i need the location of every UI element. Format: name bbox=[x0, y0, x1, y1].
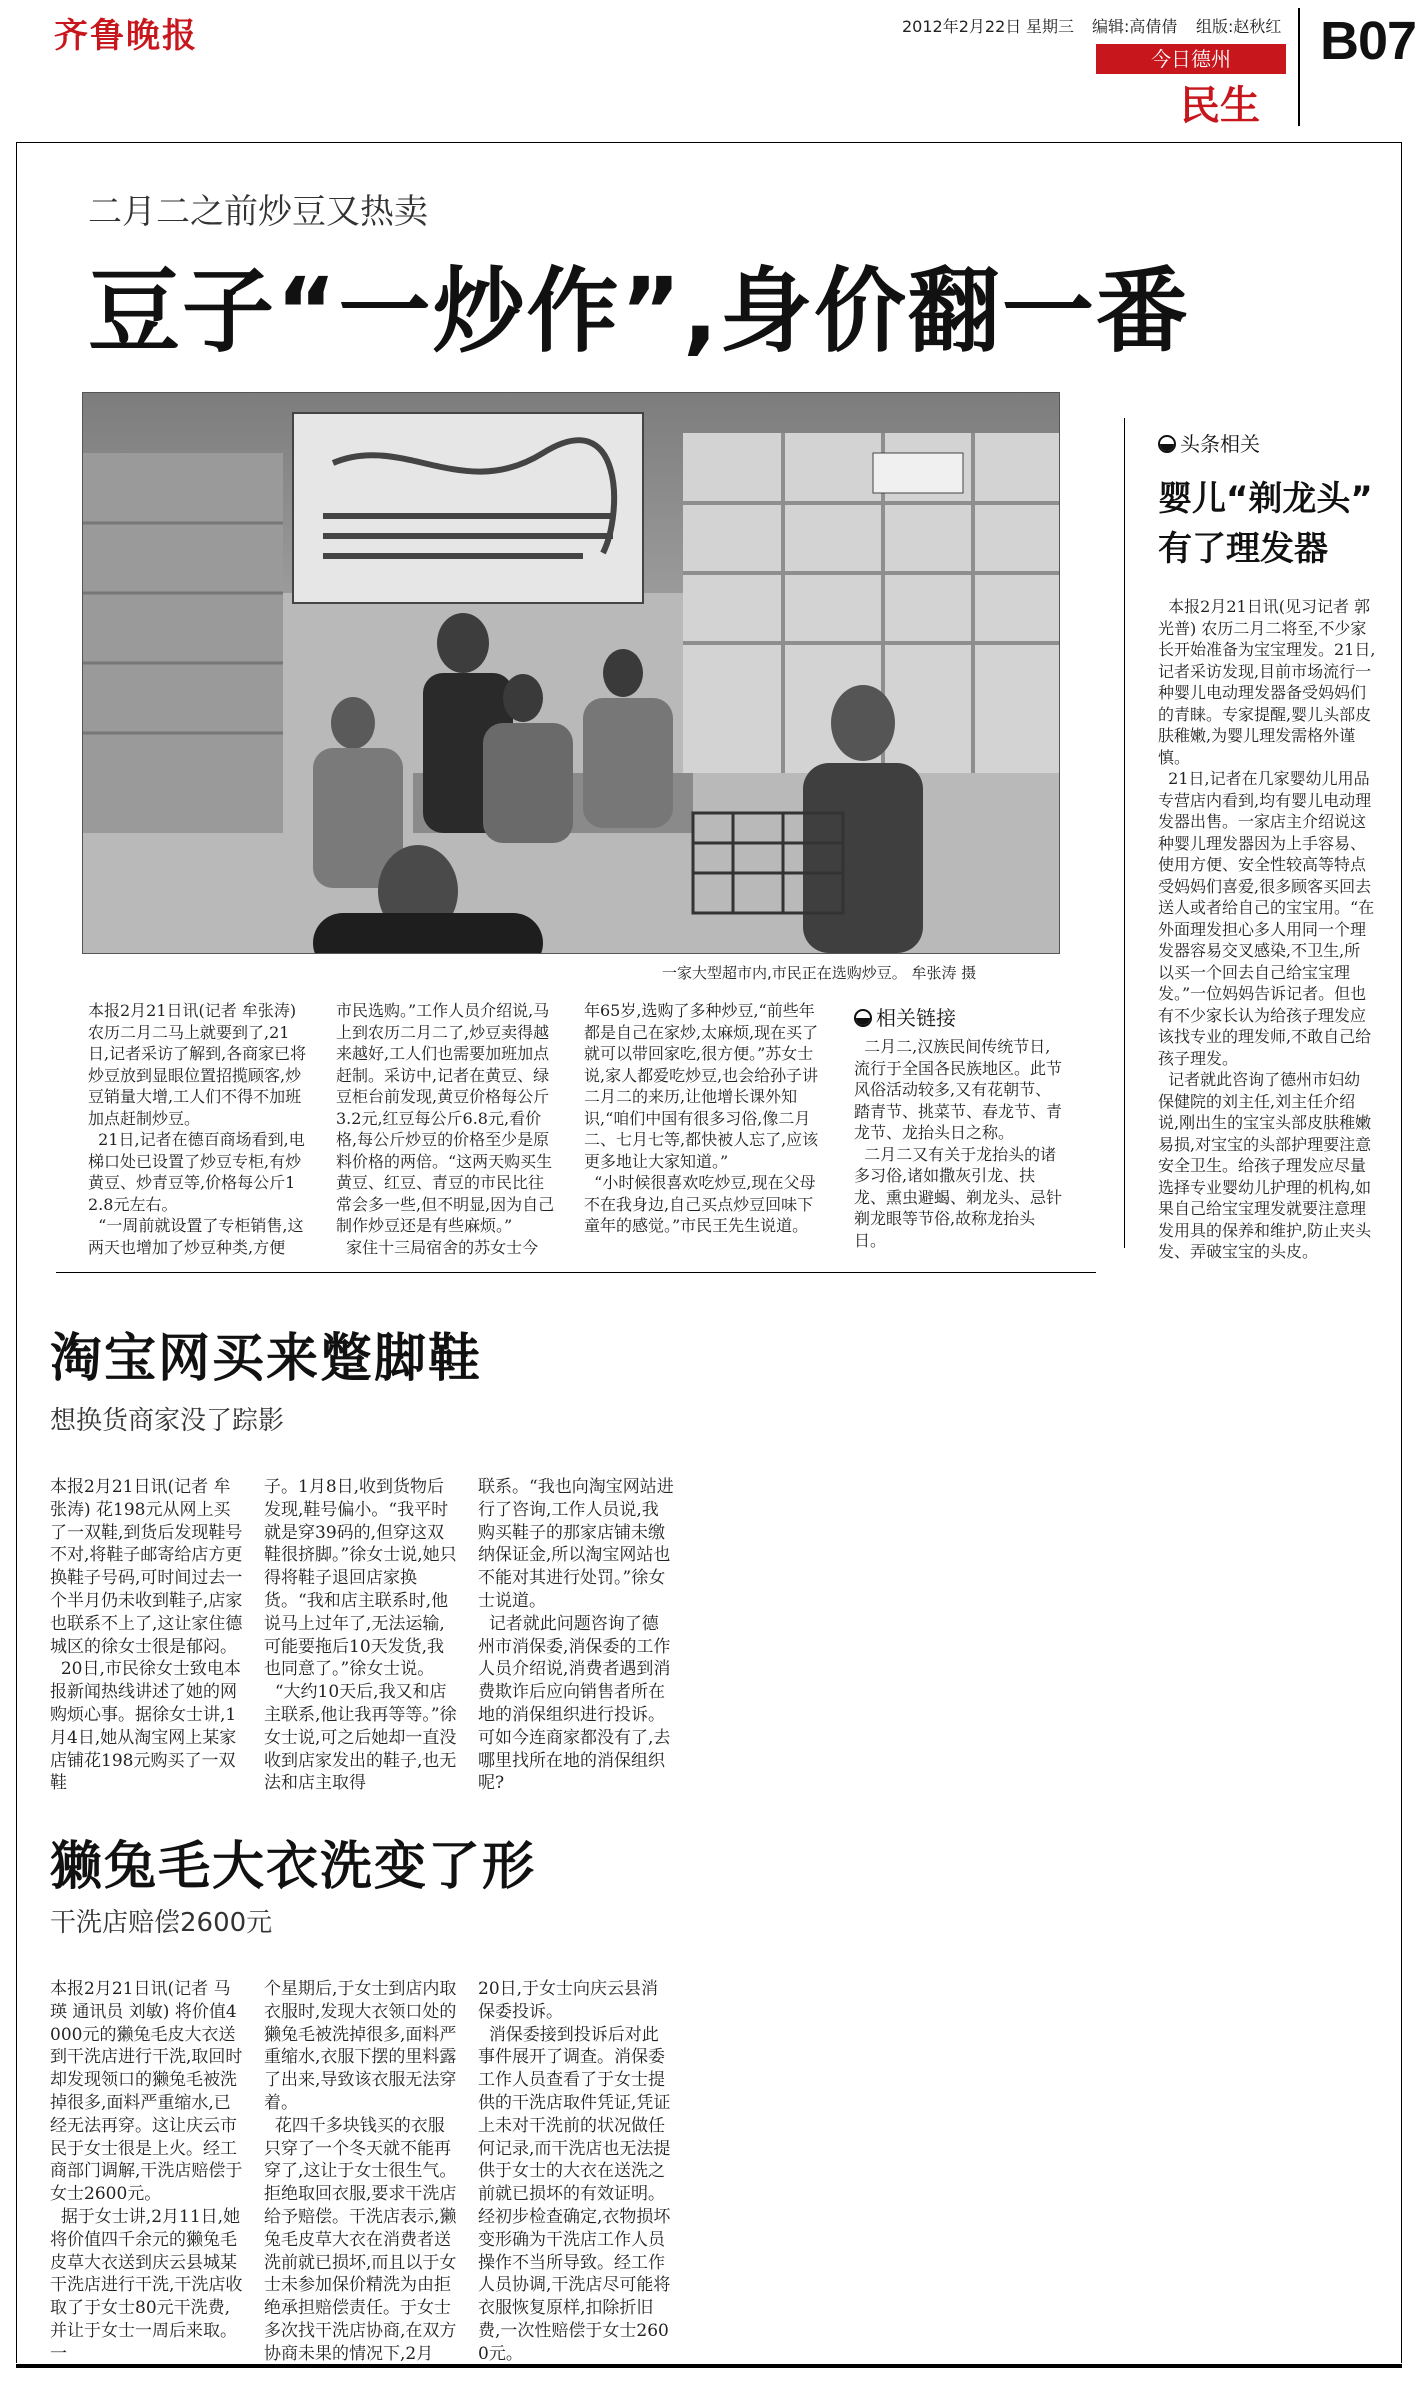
header-divider bbox=[1298, 8, 1300, 126]
lead-col-3: 年65岁,选购了多种炒豆,“前些年都是自己在家炒,太麻烦,现在买了就可以带回家吃,很方便。”苏女士说,家人都爱吃炒豆,也会给孙子讲二月二的来历,让他增长课外知识,“咱们中国有很多习俗,像二月二、七月七等,都快被人忘了,应该更多地让大家知道。” “小时候很喜欢吃炒豆,现在父母不在我身边,自己买点炒豆回味下童年的感觉。”市民王先生说道。 bbox=[584, 1001, 819, 1235]
headline-related-text: 头条相关 bbox=[1180, 432, 1260, 456]
lead-kicker: 二月二之前炒豆又热卖 bbox=[88, 192, 428, 232]
photo-illustration bbox=[83, 393, 1059, 953]
story2-col-2: 子。1月8日,收到货物后发现,鞋号偏小。“我平时就是穿39码的,但穿这双鞋很挤脚。”徐女士说,她只得将鞋子退回店家换货。“我和店主联系时,他说马上过年了,无法运输,可能要拖后10天发货,我也同意了。”徐女士说。 “大约10天后,我又和店主联系,他让我再等等。”徐女士说,可之后她却一直没收到店家发出的鞋子,也无法和店主取得 bbox=[264, 1477, 457, 1794]
story3-col-1: 本报2月21日讯(记者 马瑛 通讯员 刘敏) 将价值4000元的獭兔毛皮大衣送到干洗店进行干洗,取回时却发现领口的獭兔毛被洗掉很多,面料严重缩水,已经无法再穿。这让庆云市民于女士很是上火。经工商部门调解,干洗店赔偿于女士2600元。 据于女士讲,2月11日,她将价值四千余元的獭兔毛皮草大衣送到庆云县城某干洗店进行干洗,干洗店收取了于女士80元干洗费,并让于女士一周后来取。一 bbox=[50, 1979, 243, 2364]
related-link-label bbox=[854, 1002, 956, 1031]
section-mark-icon bbox=[1158, 435, 1176, 453]
lead-col-2: 市民选购。”工作人员介绍说,马上到农历二月二了,炒豆卖得越来越好,工人们也需要加班加点赶制。采访中,记者在黄豆、绿豆柜台前发现,黄豆价格每公斤3.2元,红豆每公斤6.8元,看价格,每公斤炒豆的价格至少是原料价格的两倍。“这两天购买生黄豆、红豆、青豆的市民比往常会多一些,但不明显,因为自己制作炒豆还是有些麻烦。” 家住十三局宿舍的苏女士今 bbox=[336, 1001, 555, 1257]
story2-subhead: 想换货商家没了踪影 bbox=[50, 1406, 285, 1436]
sidebar-title-line1: 婴儿“剃龙头” bbox=[1158, 479, 1373, 519]
lead-story-rule bbox=[56, 1272, 1096, 1273]
page-bottom-rule bbox=[16, 2364, 1402, 2368]
story3-col-3: 20日,于女士向庆云县消保委投诉。 消保委接到投诉后对此事件展开了调查。消保委工作人员查看了于女士提供的干洗店取件凭证,凭证上未对干洗前的状况做任何记录,而干洗店也无法提供于女士的大衣在送洗之前就已损坏的有效证明。经初步检查确定,衣物损坏变形确为干洗店工作人员操作不当所导致。经工作人员协调,干洗店尽可能将衣服恢复原样,扣除折旧费,一次性赔偿于女士2600元。 bbox=[478, 1979, 671, 2364]
issue-weekday: 星期三 bbox=[1026, 17, 1075, 36]
story2-col-1: 本报2月21日讯(记者 牟张涛) 花198元从网上买了一双鞋,到货后发现鞋号不对,将鞋子邮寄给店方更换鞋子号码,可时间过去一个半月仍未收到鞋子,店家也联系不上了,这让家住德城区的徐女士很是郁闷。 20日,市民徐女士致电本报新闻热线讲述了她的网购烦心事。据徐女士讲,1月4日,她从淘宝网上某家店铺花198元购买了一双鞋 bbox=[50, 1477, 243, 1794]
headline-related-label bbox=[1158, 428, 1260, 457]
composer-credit: 组版:赵秋红 bbox=[1196, 17, 1282, 36]
sidebar-title-line2: 有了理发器 bbox=[1158, 529, 1328, 569]
editor-credit: 编辑:高倩倩 bbox=[1092, 17, 1178, 36]
related-link-label-text: 相关链接 bbox=[876, 1006, 956, 1030]
lead-headline: 豆子“一炒作”,身价翻一番 bbox=[88, 258, 1190, 365]
sidebar-body: 本报2月21日讯(见习记者 郭光普) 农历二月二将至,不少家长开始准备为宝宝理发。21日,记者采访发现,目前市场流行一种婴儿电动理发器备受妈妈们的青睐。专家提醒,婴儿头部皮肤稚嫩,为婴儿理发需格外谨慎。 21日,记者在几家婴幼儿用品专营店内看到,均有婴儿电动理发器出售。一家店主介绍说这种婴儿理发器因为上手容易、使用方便、安全性较高等特点受妈妈们喜爱,很多顾客买回去送人或者给自己的宝宝用。“在外面理发担心多人用同一个理发器容易交叉感染,不卫生,所以买一个回去自己给宝宝理发。”一位妈妈告诉记者。但也有不少家长认为给孩子理发应该找专业的理发师,不敢自己给孩子理发。 记者就此咨询了德州市妇幼保健院的刘主任,刘主任介绍说,刚出生的宝宝头部皮肤稚嫩易损,对宝宝的头部护理要注意安全卫生。给孩子理发应尽量选择专业婴幼儿护理的机构,如果自己给宝宝理发就要注意理发用具的保养和维护,防止夹头发、弄破宝宝的头皮。 bbox=[1158, 597, 1376, 1261]
story3-subhead: 干洗店赔偿2600元 bbox=[50, 1908, 273, 1938]
photo-caption: 一家大型超市内,市民正在选购炒豆。 牟张涛 摄 bbox=[662, 964, 977, 982]
story3-headline: 獭兔毛大衣洗变了形 bbox=[50, 1837, 537, 1897]
page-number: B07 bbox=[1320, 11, 1417, 71]
story3-col-2: 个星期后,于女士到店内取衣服时,发现大衣领口处的獭兔毛被洗掉很多,面料严重缩水,衣服下摆的里料露了出来,导致该衣服无法穿着。 花四千多块钱买的衣服只穿了一个冬天就不能再穿了,这让于女士很生气。拒绝取回衣服,要求干洗店给予赔偿。干洗店表示,獭兔毛皮草大衣在消费者送洗前就已损坏,而且以于女士未参加保价精洗为由拒绝承担赔偿责任。于女士多次找干洗店协商,在双方协商未果的情况下,2月 bbox=[264, 1979, 457, 2364]
related-link-text: 二月二,汉族民间传统节日,流行于全国各民族地区。此节风俗活动较多,又有花朝节、踏青节、挑菜节、春龙节、青龙节、龙抬头日之称。 二月二又有关于龙抬头的诸多习俗,诸如撒灰引龙、扶龙、熏虫避蝎、剃龙头、忌针剃龙眼等节俗,故称龙抬头日。 bbox=[854, 1037, 1063, 1250]
issue-date: 2012年2月22日 bbox=[902, 17, 1022, 36]
story2-col-3: 联系。“我也向淘宝网站进行了咨询,工作人员说,我购买鞋子的那家店铺未缴纳保证金,所以淘宝网站也不能对其进行处罚。”徐女士说道。 记者就此问题咨询了德州市消保委,消保委的工作人员介绍说,消费者遇到消费欺诈后应向销售者所在地的消保组织进行投诉。可如今连商家都没有了,去哪里找所在地的消保组织呢? bbox=[478, 1477, 674, 1794]
masthead-logo: 齐鲁晚报 bbox=[54, 16, 198, 56]
lead-col-1: 本报2月21日讯(记者 牟张涛) 农历二月二马上就要到了,21日,记者采访了解到,各商家已将炒豆放到显眼位置招揽顾客,炒豆销量大增,工人们不得不加班加点赶制炒豆。 21日,记者在德百商场看到,电梯口处已设置了炒豆专柜,有炒黄豆、炒青豆等,价格每公斤12.8元左右。 “一周前就设置了专柜销售,这两天也增加了炒豆种类,方便 bbox=[88, 1001, 307, 1257]
sidebar-divider bbox=[1124, 418, 1125, 1248]
today-dezhou-bar: 今日德州 bbox=[1096, 44, 1286, 74]
section-title: 民生 bbox=[1180, 83, 1260, 129]
section-mark-icon bbox=[854, 1009, 872, 1027]
story2-headline: 淘宝网买来蹩脚鞋 bbox=[50, 1329, 483, 1389]
supermarket-photo bbox=[82, 392, 1060, 954]
